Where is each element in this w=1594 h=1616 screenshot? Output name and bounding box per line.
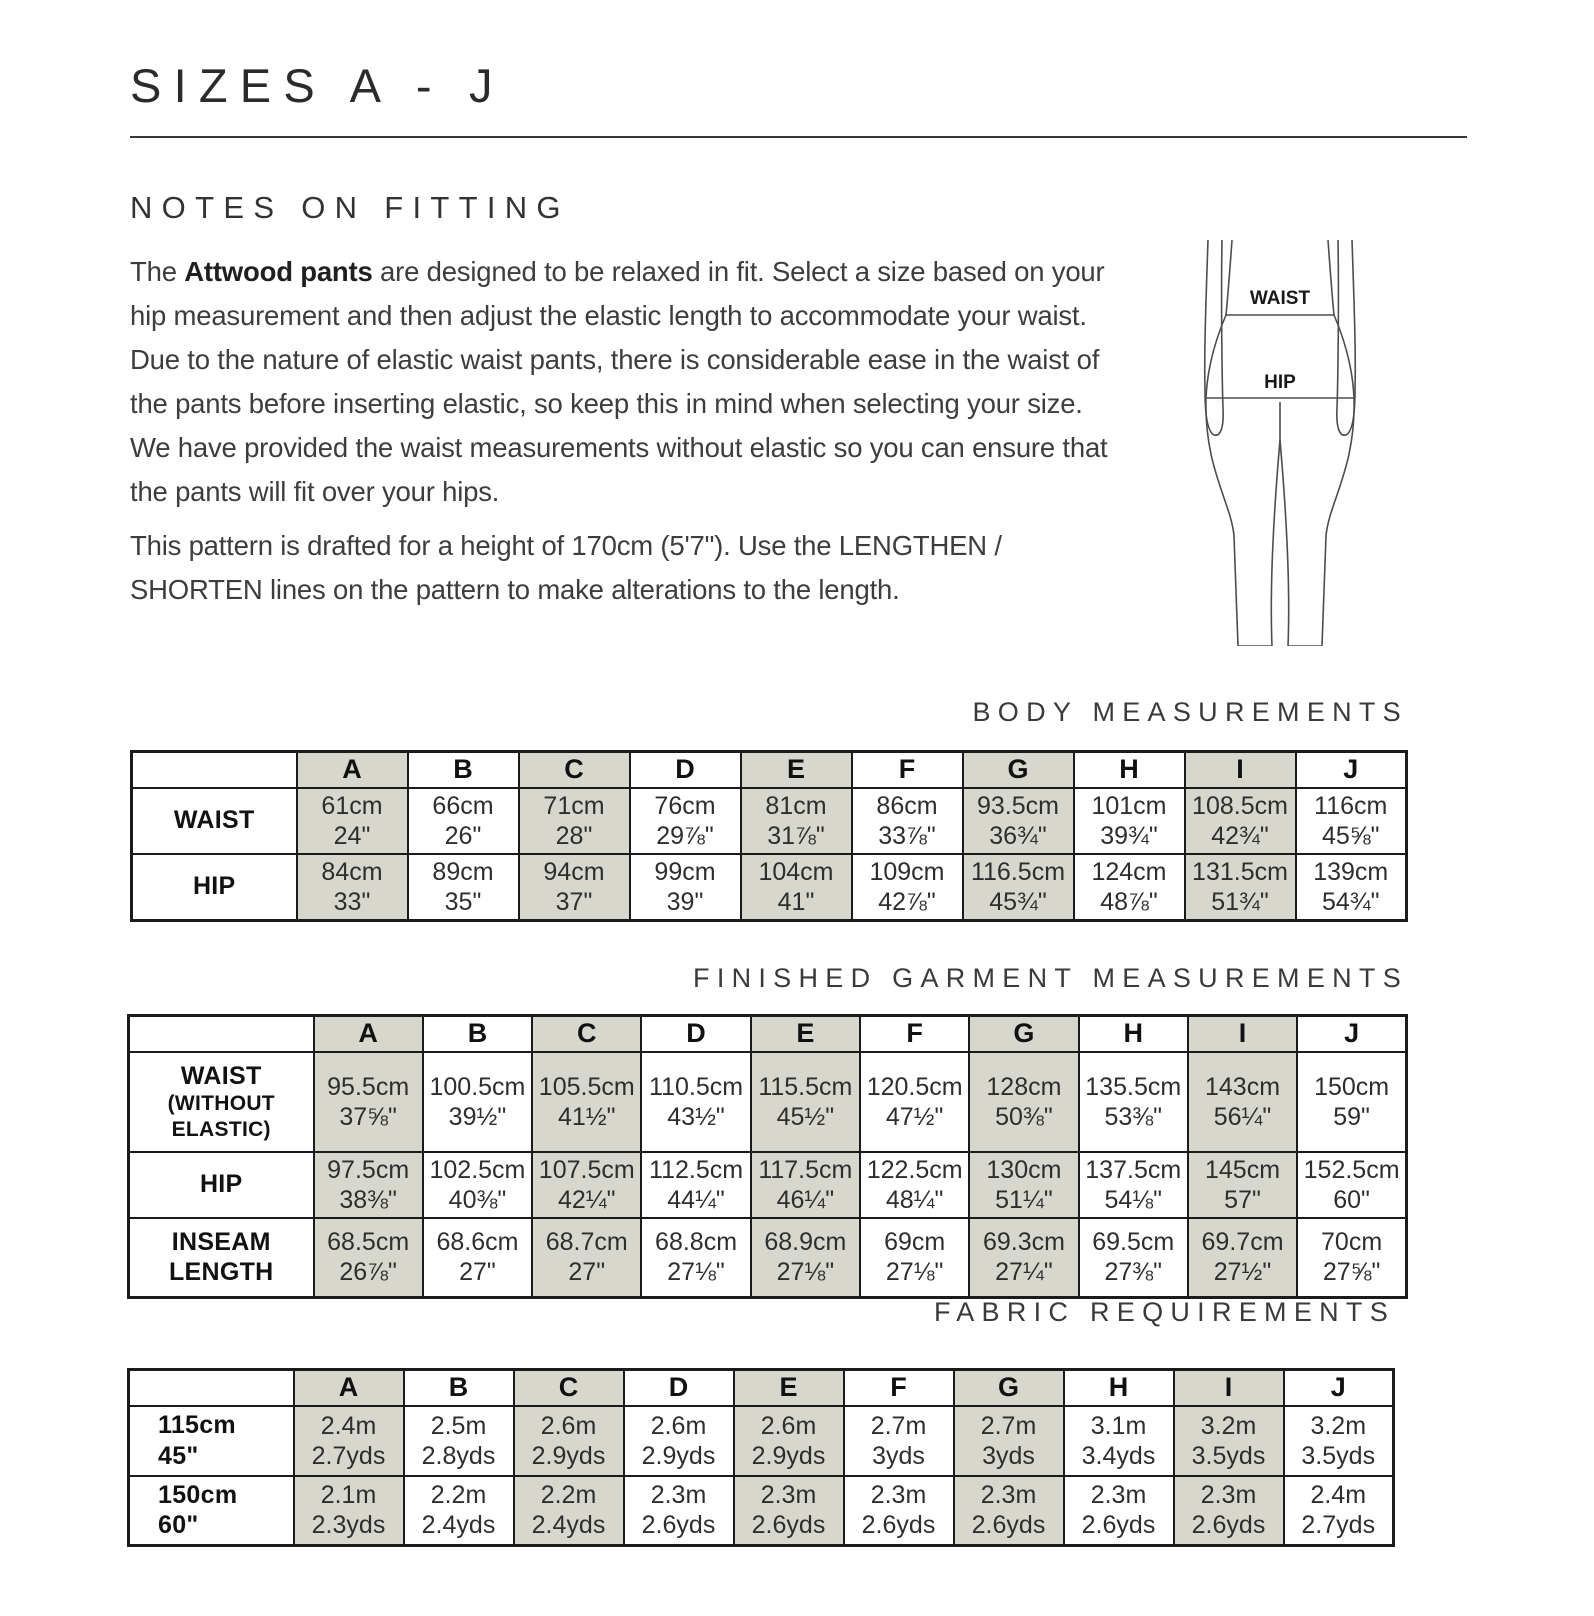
torso-left-line <box>1226 240 1232 315</box>
measurement-cell: 2.4m 2.7yds <box>1284 1476 1394 1546</box>
finished-garment-measurements-title: FINISHED GARMENT MEASUREMENTS <box>693 963 1408 993</box>
measurement-cell: 89cm 35" <box>408 854 519 921</box>
fabric-requirements-table <box>127 1368 1395 1547</box>
measurement-cell: 84cm 33" <box>297 854 408 921</box>
measurement-cell: 2.1m 2.3yds <box>294 1476 404 1546</box>
pants-figure-drawing <box>1188 240 1374 646</box>
fabric-requirements-title: FABRIC REQUIREMENTS <box>933 1297 1395 1327</box>
waist-figure-label: WAIST <box>1249 288 1311 309</box>
size-column-header-a: A <box>297 752 408 788</box>
measurement-cell: 100.5cm 39½" <box>423 1052 532 1152</box>
row-label: WAIST (WITHOUT ELASTIC) <box>129 1052 314 1152</box>
hip-figure-label: HIP <box>1264 372 1296 393</box>
body-measurements-table <box>130 750 1408 922</box>
measurement-cell: 2.3m 2.6yds <box>624 1476 734 1546</box>
size-column-header-h: H <box>1079 1016 1188 1052</box>
body-measurements-title: BODY MEASUREMENTS <box>972 697 1408 727</box>
row-label: WAIST <box>132 788 297 854</box>
measurement-cell: 124cm 48⅞" <box>1074 854 1185 921</box>
measurement-cell: 70cm 27⅝" <box>1297 1218 1406 1298</box>
measurement-cell: 86cm 33⅞" <box>852 788 963 854</box>
page-title: SIZES A - J <box>130 59 505 112</box>
measurement-cell: 93.5cm 36¾" <box>963 788 1074 854</box>
size-column-header-c: C <box>514 1370 624 1406</box>
size-column-header-b: B <box>404 1370 514 1406</box>
measurement-cell: 2.3m 2.6yds <box>844 1476 954 1546</box>
row-label: INSEAM LENGTH <box>129 1218 314 1298</box>
size-column-header-g: G <box>963 752 1074 788</box>
row-label: HIP <box>132 854 297 921</box>
finished-garment-measurements-table <box>127 1014 1408 1299</box>
measurement-cell: 128cm 50⅜" <box>969 1052 1078 1152</box>
pants-silhouette <box>1206 315 1354 646</box>
measurement-cell: 110.5cm 43½" <box>641 1052 750 1152</box>
measurement-cell: 107.5cm 42¼" <box>532 1152 641 1218</box>
size-column-header-a: A <box>294 1370 404 1406</box>
measurement-cell: 115.5cm 45½" <box>751 1052 860 1152</box>
size-column-header-h: H <box>1064 1370 1174 1406</box>
size-column-header-i: I <box>1174 1370 1284 1406</box>
size-column-header-g: G <box>954 1370 1064 1406</box>
size-column-header-j: J <box>1284 1370 1394 1406</box>
measurement-cell: 102.5cm 40⅜" <box>423 1152 532 1218</box>
fitting-paragraph-1 <box>130 250 1115 514</box>
measurement-cell: 71cm 28" <box>519 788 630 854</box>
corner-cell <box>132 752 297 788</box>
measurement-cell: 2.3m 2.6yds <box>954 1476 1064 1546</box>
para1-rest: are designed to be relaxed in fit. Select a size based on your hip measurement and then adjust the elastic length to accommodate your waist. Due to the nature of elastic waist pants, there is considerable ease in the waist of the pants before inserting elastic, so keep this in mind when selecting your size. We have provided the waist measurements without elastic so you can ensure that the pants will fit over your hips. <box>130 256 1108 507</box>
measurement-cell: 69.3cm 27¼" <box>969 1218 1078 1298</box>
torso-right-line <box>1328 240 1334 315</box>
measurement-cell: 81cm 31⅞" <box>741 788 852 854</box>
measurement-cell: 68.8cm 27⅛" <box>641 1218 750 1298</box>
measurement-cell: 109cm 42⅞" <box>852 854 963 921</box>
size-column-header-h: H <box>1074 752 1185 788</box>
measurement-cell: 99cm 39" <box>630 854 741 921</box>
size-column-header-j: J <box>1296 752 1407 788</box>
measurement-cell: 68.6cm 27" <box>423 1218 532 1298</box>
measurement-cell: 116cm 45⅝" <box>1296 788 1407 854</box>
para1-prefix: The <box>130 256 185 287</box>
measurement-cell: 2.2m 2.4yds <box>404 1476 514 1546</box>
measurement-cell: 97.5cm 38⅜" <box>314 1152 423 1218</box>
measurement-cell: 150cm 59" <box>1297 1052 1406 1152</box>
notes-on-fitting-heading: NOTES ON FITTING <box>130 190 570 225</box>
size-column-header-b: B <box>408 752 519 788</box>
measurement-cell: 108.5cm 42¾" <box>1185 788 1296 854</box>
measurement-cell: 122.5cm 48¼" <box>860 1152 969 1218</box>
measurement-cell: 120.5cm 47½" <box>860 1052 969 1152</box>
measurement-cell: 68.9cm 27⅛" <box>751 1218 860 1298</box>
size-column-header-g: G <box>969 1016 1078 1052</box>
measurement-cell: 2.6m 2.9yds <box>624 1406 734 1476</box>
size-column-header-e: E <box>734 1370 844 1406</box>
measurement-cell: 105.5cm 41½" <box>532 1052 641 1152</box>
size-column-header-b: B <box>423 1016 532 1052</box>
table-row <box>132 788 1407 854</box>
measurement-cell: 2.4m 2.7yds <box>294 1406 404 1476</box>
measurement-cell: 137.5cm 54⅛" <box>1079 1152 1188 1218</box>
table-row <box>129 1406 1394 1476</box>
measurement-cell: 3.2m 3.5yds <box>1174 1406 1284 1476</box>
row-label: HIP <box>129 1152 314 1218</box>
measurement-cell: 2.3m 2.6yds <box>734 1476 844 1546</box>
measurement-cell: 61cm 24" <box>297 788 408 854</box>
measurement-cell: 145cm 57" <box>1188 1152 1297 1218</box>
measurement-cell: 2.2m 2.4yds <box>514 1476 624 1546</box>
measurement-cell: 66cm 26" <box>408 788 519 854</box>
measurement-cell: 2.7m 3yds <box>954 1406 1064 1476</box>
measurement-cell: 131.5cm 51¾" <box>1185 854 1296 921</box>
measurement-cell: 152.5cm 60" <box>1297 1152 1406 1218</box>
size-column-header-i: I <box>1188 1016 1297 1052</box>
measurement-cell: 95.5cm 37⅝" <box>314 1052 423 1152</box>
size-column-header-d: D <box>641 1016 750 1052</box>
measurement-cell: 2.6m 2.9yds <box>734 1406 844 1476</box>
measurement-cell: 2.5m 2.8yds <box>404 1406 514 1476</box>
measurement-cell: 2.3m 2.6yds <box>1174 1476 1284 1546</box>
measurement-cell: 3.1m 3.4yds <box>1064 1406 1174 1476</box>
measurement-cell: 68.7cm 27" <box>532 1218 641 1298</box>
size-column-header-c: C <box>519 752 630 788</box>
measurement-cell: 69.5cm 27⅜" <box>1079 1218 1188 1298</box>
measurement-cell: 76cm 29⅞" <box>630 788 741 854</box>
measurement-cell: 3.2m 3.5yds <box>1284 1406 1394 1476</box>
size-column-header-f: F <box>860 1016 969 1052</box>
corner-cell <box>129 1016 314 1052</box>
table-row <box>132 854 1407 921</box>
measurement-cell: 104cm 41" <box>741 854 852 921</box>
table-row <box>129 1218 1407 1298</box>
measurement-cell: 135.5cm 53⅜" <box>1079 1052 1188 1152</box>
measurement-cell: 116.5cm 45¾" <box>963 854 1074 921</box>
row-label: 115cm 45" <box>129 1406 294 1476</box>
title-rule <box>130 136 1467 138</box>
measurement-cell: 143cm 56¼" <box>1188 1052 1297 1152</box>
table-row <box>129 1152 1407 1218</box>
size-column-header-e: E <box>741 752 852 788</box>
size-column-header-j: J <box>1297 1016 1406 1052</box>
measurement-cell: 2.3m 2.6yds <box>1064 1476 1174 1546</box>
size-column-header-f: F <box>852 752 963 788</box>
pants-measurement-figure <box>1188 240 1374 646</box>
size-column-header-d: D <box>624 1370 734 1406</box>
fitting-paragraph-2: This pattern is drafted for a height of 170cm (5'7"). Use the LENGTHEN / SHORTEN lines on the pattern to make alterations to the length. <box>130 530 1002 605</box>
measurement-cell: 68.5cm 26⅞" <box>314 1218 423 1298</box>
measurement-cell: 69.7cm 27½" <box>1188 1218 1297 1298</box>
measurement-cell: 139cm 54¾" <box>1296 854 1407 921</box>
measurement-cell: 69cm 27⅛" <box>860 1218 969 1298</box>
measurement-cell: 2.6m 2.9yds <box>514 1406 624 1476</box>
size-column-header-i: I <box>1185 752 1296 788</box>
measurement-cell: 112.5cm 44¼" <box>641 1152 750 1218</box>
measurement-cell: 117.5cm 46¼" <box>751 1152 860 1218</box>
measurement-cell: 2.7m 3yds <box>844 1406 954 1476</box>
fitting-notes <box>130 250 1115 612</box>
row-label: 150cm 60" <box>129 1476 294 1546</box>
table-row <box>129 1052 1407 1152</box>
measurement-cell: 101cm 39¾" <box>1074 788 1185 854</box>
corner-cell <box>129 1370 294 1406</box>
size-column-header-e: E <box>751 1016 860 1052</box>
size-column-header-c: C <box>532 1016 641 1052</box>
table-row <box>129 1476 1394 1546</box>
pattern-name: Attwood pants <box>184 256 373 287</box>
size-column-header-d: D <box>630 752 741 788</box>
measurement-cell: 94cm 37" <box>519 854 630 921</box>
size-column-header-f: F <box>844 1370 954 1406</box>
size-column-header-a: A <box>314 1016 423 1052</box>
measurement-cell: 130cm 51¼" <box>969 1152 1078 1218</box>
